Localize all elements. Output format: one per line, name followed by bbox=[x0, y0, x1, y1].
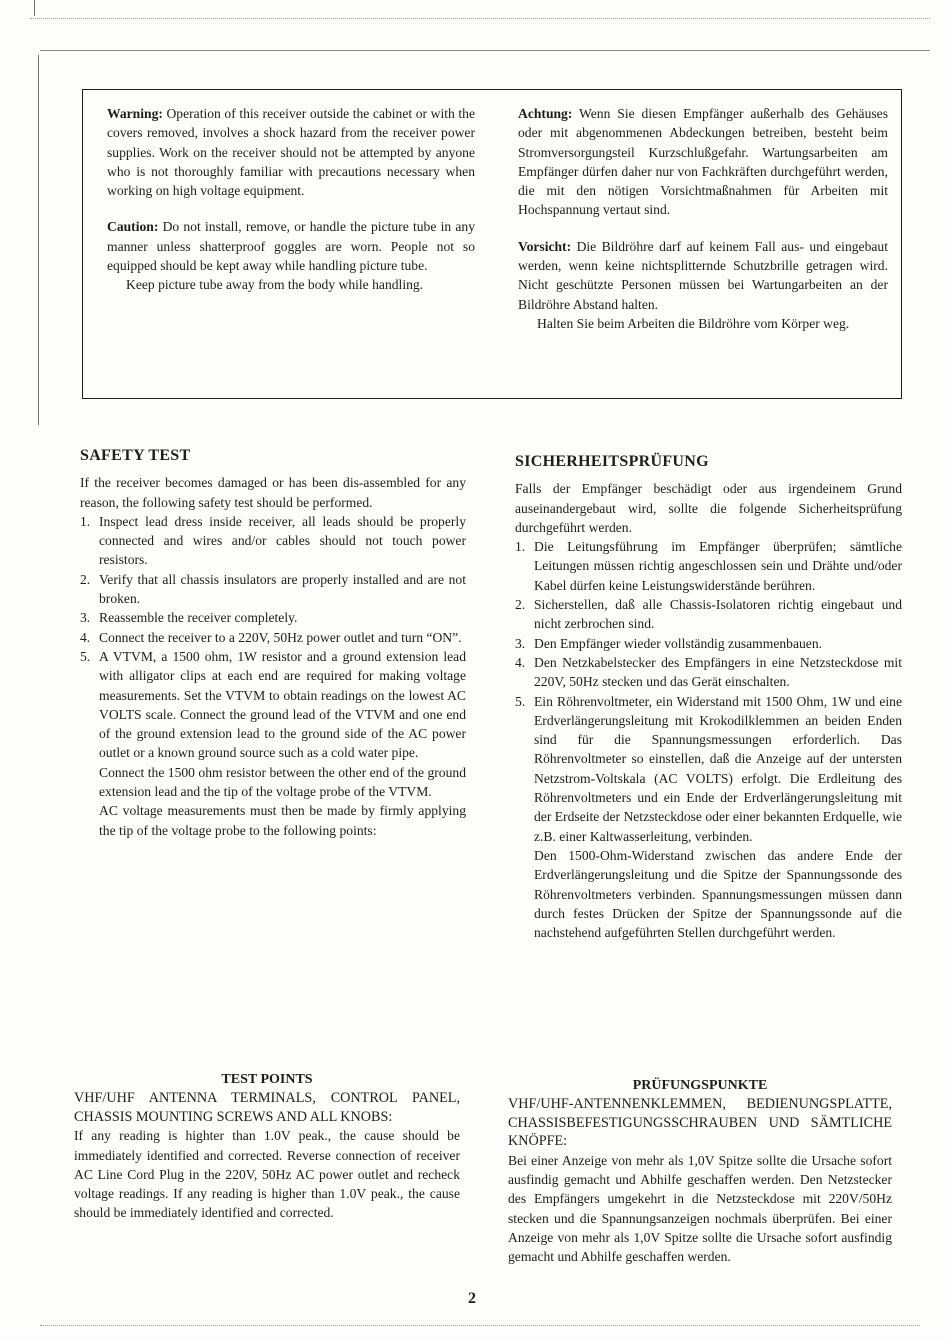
test-points-english bbox=[74, 1070, 460, 1223]
step-item-en-4 bbox=[80, 628, 466, 647]
step-text: Ein Röhrenvoltmeter, ein Widerstand mit 1500 Ohm, 1W und eine Erdverlängerungsleitung mit Krokodilklemmen an beiden Enden sind für die Spannungsmessungen erforderlich. Das Röhrenvoltmeter so einstellen, daß die Anzeige auf der untersten Netzstrom-Voltskala (AC VOLTS) erfolgt. Die Erdleitung des Röhrenvoltmeters und ein Ende der Erdverlängerungsleitung mit der Erdseite der Netzsteckdose oder einer bekannten Erdquelle, wie z.B. einer Kaltwasserleitung, verbinden. bbox=[534, 693, 903, 844]
step-text: Die Leitungsführung im Empfänger überprüfen; sämtliche Leitungen müssen richtig angeschlossen sein und Drähte und/oder Kabel dürfen keine Leistungswiderstände berühren. bbox=[534, 539, 902, 593]
step-item-de-3 bbox=[515, 634, 902, 653]
step-number: 1. bbox=[515, 539, 526, 555]
step-item-de-1 bbox=[515, 537, 902, 595]
pruefungspunkte-subheading: VHF/UHF-ANTENNENKLEMMEN, BEDIENUNGSPLATTE, CHASSISBEFESTIGUNGSSCHRAUBEN UND SÄMTLICHE KNÖPFE: bbox=[508, 1096, 892, 1150]
scan-artifact-bottom-line bbox=[40, 1325, 920, 1326]
step-number: 4. bbox=[80, 629, 91, 645]
scan-artifact-top-line bbox=[30, 18, 930, 19]
safety-test-steps bbox=[80, 512, 466, 763]
warning-label: Warning: bbox=[107, 106, 163, 121]
caution-label: Caution: bbox=[107, 219, 159, 235]
step-number: 2. bbox=[515, 597, 526, 613]
step-item-en-3 bbox=[80, 608, 466, 627]
step-item-de-2 bbox=[515, 595, 902, 634]
warning-box-german bbox=[518, 104, 888, 333]
vorsicht-text-2: Halten Sie beim Arbeiten die Bildröhre vom Körper weg. bbox=[537, 315, 850, 331]
step-text: Connect the receiver to a 220V, 50Hz power outlet and turn “ON”. bbox=[99, 629, 462, 645]
scan-artifact-header-line bbox=[40, 50, 930, 51]
test-points-title: TEST POINTS bbox=[221, 1072, 313, 1087]
step-text: Verify that all chassis insulators are properly installed and are not broken. bbox=[99, 571, 466, 607]
step5-paragraph-3: AC voltage measurements must then be made by firmly applying the tip of the voltage probe to the following points: bbox=[99, 803, 466, 838]
step-item-de-5 bbox=[515, 692, 902, 846]
sicherheitspruefung-intro: Falls der Empfänger beschädigt oder aus irgendeinem Grund auseinandergebaut wird, sollte die folgende Sicherheitsprüfung durchgeführt werden. bbox=[515, 481, 902, 535]
achtung-text: Wenn Sie diesen Empfänger außerhalb des Gehäuses oder mit abgenommenen Abdeckungen betreiben, besteht beim Stromversorgungsteil Kurzschlußgefahr. Wartungsarbeiten am Empfänger dürfen daher nur von Fachkräften durchgeführt werden, die mit den nötigen Vorsichtmaßnahmen für Arbeiten mit Hochspannung vertaut sind. bbox=[518, 106, 888, 218]
safety-test-heading: SAFETY TEST bbox=[80, 447, 191, 464]
warning-text: Operation of this receiver outside the cabinet or with the covers removed, involves a shock hazard from the receiver power supplies. Work on the receiver should not be attempted by anyone who is not thoroughly familiar with precautions necessary when working on high voltage equipment. bbox=[107, 106, 475, 199]
vorsicht-paragraph bbox=[518, 237, 888, 314]
step-item-en-2 bbox=[80, 570, 466, 609]
safety-test-intro: If the receiver becomes damaged or has been dis-assembled for any reason, the following safety test should be performed. bbox=[80, 475, 466, 510]
step-number: 4. bbox=[515, 654, 526, 670]
achtung-label: Achtung: bbox=[518, 106, 573, 121]
vorsicht-label: Vorsicht: bbox=[518, 238, 572, 254]
step-number: 5. bbox=[80, 648, 91, 664]
safety-test-english bbox=[80, 446, 466, 840]
scan-artifact-left-margin-line bbox=[38, 55, 39, 425]
step-number: 5. bbox=[515, 693, 526, 709]
pruefungspunkte-body: Bei einer Anzeige von mehr als 1,0V Spitze sollte die Ursache sofort ausfindig gemacht und Abhilfe geschaffen werden. Den Netzstecker des Empfängers umgekehrt in die Netzsteckdose mit 220V/50Hz stecken und die Spannungsanzeigen nochmals überprüfen. Bei einer Anzeige von mehr als 1,0V Spitze sollte die Ursache sofort ausfindig gemacht und Abhilfe geschaffen werden. bbox=[508, 1152, 892, 1265]
scan-artifact-top-left-tick bbox=[34, 0, 35, 16]
step5-paragraph-2: Connect the 1500 ohm resistor between the other end of the ground extension lead and the tip of the voltage probe of the VTVM. bbox=[99, 764, 466, 800]
step-item-de-4 bbox=[515, 653, 902, 692]
step-text: Sicherstellen, daß alle Chassis-Isolatoren richtig eingebaut und nicht zerbrochen sind. bbox=[534, 597, 902, 632]
step-item-en-5 bbox=[80, 647, 466, 763]
caution-text: Do not install, remove, or handle the picture tube in any manner unless shatterproof goggles are worn. People not so equipped should be kept away while handling picture tube. bbox=[107, 219, 475, 274]
safety-test-german bbox=[515, 452, 902, 942]
test-points-german bbox=[508, 1076, 892, 1267]
schritt5-absatz-2: Den 1500-Ohm-Widerstand zwischen das andere Ende der Erdverlängerungsleitung und die Spitze der Spannungssonde des Röhrenvoltmeters verbinden. Spannungsmessungen müssen dann durch festes Drücken der Spitze der Spannungssonde auf die nachstehend aufgeführten Stellen durchgeführt werden. bbox=[534, 847, 902, 941]
warning-paragraph bbox=[107, 104, 475, 200]
step-text: Reassemble the receiver completely. bbox=[99, 610, 298, 626]
step-item-en-1 bbox=[80, 512, 466, 570]
step-number: 3. bbox=[80, 610, 91, 626]
step-text: Den Empfänger wieder vollständig zusammenbauen. bbox=[534, 635, 823, 651]
test-points-body: If any reading is highter than 1.0V peak., the cause should be immediately identified and corrected. Reverse connection of receiver AC Line Cord Plug in the 220V, 50Hz AC power outlet and recheck voltage readings. If any reading is higher than 1.0V peak., the cause should be immediately identified and corrected. bbox=[74, 1128, 460, 1221]
sicherheitspruefung-heading: SICHERHEITSPRÜFUNG bbox=[515, 453, 709, 470]
test-points-subheading: VHF/UHF ANTENNA TERMINALS, CONTROL PANEL, CHASSIS MOUNTING SCREWS AND ALL KNOBS: bbox=[74, 1090, 460, 1125]
achtung-paragraph bbox=[518, 104, 888, 220]
step-text: Den Netzkabelstecker des Empfängers in eine Netzsteckdose mit 220V, 50Hz stecken und das Gerät einschalten. bbox=[534, 654, 902, 690]
sicherheitspruefung-steps bbox=[515, 537, 902, 846]
warning-box bbox=[82, 89, 902, 399]
vorsicht-text: Die Bildröhre darf auf keinem Fall aus- und eingebaut werden, wenn keine nichtsplitternde Schutzbrille getragen wird. Nicht geschützte Personen müssen bei Wartungarbeiten an der Bildröhre Abstand halten. bbox=[518, 238, 888, 312]
step-text: A VTVM, a 1500 ohm, 1W resistor and a ground extension lead with alligator clips at each end are required for making voltage measurements. Set the VTVM to obtain readings on the lowest AC VOLTS scale. Connect the ground lead of the VTVM and one end of the ground extension lead to the ground side of the AC power outlet or a known ground source such as a cold water pipe. bbox=[99, 648, 466, 761]
pruefungspunkte-title: PRÜFUNGSPUNKTE bbox=[632, 1078, 768, 1093]
caution-text-2: Keep picture tube away from the body while handling. bbox=[126, 277, 424, 293]
caution-paragraph bbox=[107, 217, 475, 275]
warning-box-english bbox=[107, 104, 475, 295]
step-number: 3. bbox=[515, 635, 526, 651]
step-number: 2. bbox=[80, 571, 91, 587]
step-number: 1. bbox=[80, 513, 91, 529]
step-text: Inspect lead dress inside receiver, all leads should be properly connected and wires and/or cables should not touch power resistors. bbox=[99, 513, 466, 568]
page-number: 2 bbox=[468, 1290, 476, 1307]
